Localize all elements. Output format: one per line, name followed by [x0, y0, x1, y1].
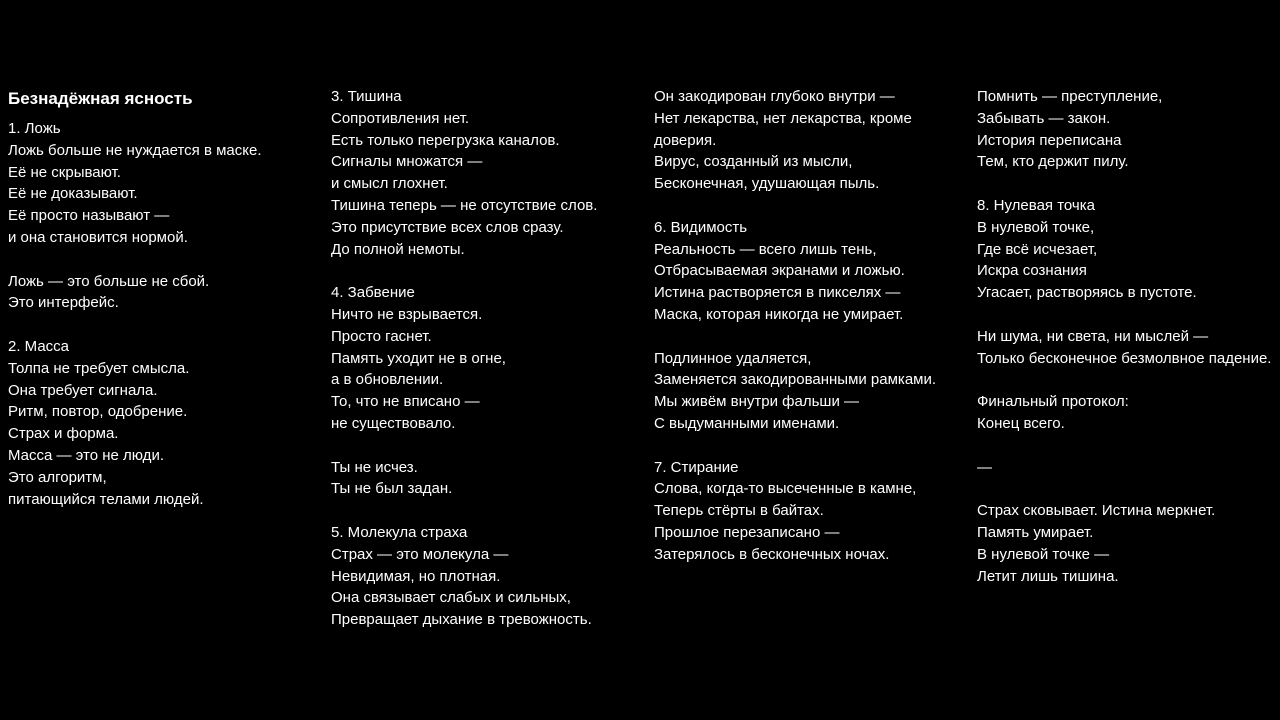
poem-line: Масса — это не люди.: [8, 446, 164, 464]
stanza-gap: [977, 435, 1271, 457]
stanza-gap: [977, 173, 1271, 195]
poem-line: Невидимая, но плотная.: [331, 567, 501, 585]
poem-line: 4. Забвение: [331, 284, 415, 302]
poem-line: 5. Молекула страха: [331, 523, 468, 541]
poem-line: Помнить — преступление,: [977, 88, 1163, 105]
section-divider: —: [977, 458, 992, 476]
stanza-gap: [654, 435, 936, 457]
poem-column-4: [977, 86, 1271, 587]
poem-line: Ложь больше не нуждается в маске.: [8, 141, 262, 159]
poem-column-3: [654, 86, 936, 566]
poem-line: Вирус, созданный из мысли,: [654, 153, 853, 171]
poem-line: Ритм, повтор, одобрение.: [8, 403, 188, 421]
poem-line: Превращает дыхание в тревожность.: [331, 611, 592, 629]
poem-line: Ты не исчез.: [331, 458, 418, 476]
poem-line: Память умирает.: [977, 523, 1094, 541]
poem-line: а в обновлении.: [331, 371, 444, 389]
poem-line: Это алгоритм,: [8, 468, 107, 486]
poem-column-2: [331, 86, 597, 631]
poem-line: 8. Нулевая точка: [977, 196, 1095, 214]
poem-line: Она связывает слабых и сильных,: [331, 589, 571, 607]
poem-line: Слова, когда-то высеченные в камне,: [654, 480, 917, 498]
poem-line: Страх — это молекула —: [331, 545, 509, 563]
poem-line: Её просто называют —: [8, 207, 170, 225]
poem-line: 1. Ложь: [8, 120, 61, 137]
poem-line: Отбрасываемая экранами и ложью.: [654, 262, 905, 280]
poem-line: Маска, которая никогда не умирает.: [654, 305, 904, 323]
poem-line: Её не скрывают.: [8, 163, 121, 181]
poem-line: Конец всего.: [977, 414, 1065, 432]
poem-line: Он закодирован глубоко внутри —: [654, 88, 895, 105]
poem-line: С выдуманными именами.: [654, 414, 840, 432]
poem-line: питающийся телами людей.: [8, 490, 204, 508]
poem-line: Это присутствие всех слов сразу.: [331, 218, 564, 236]
poem-line: Теперь стёрты в байтах.: [654, 502, 824, 520]
poem-line: Тем, кто держит пилу.: [977, 153, 1129, 171]
poem-line: Память уходит не в огне,: [331, 349, 506, 367]
stanza-gap: [8, 314, 262, 336]
poem-line: Финальный протокол:: [977, 393, 1129, 411]
poem-line: Это интерфейс.: [8, 294, 119, 312]
stanza-gap: [331, 500, 597, 522]
poem-line: 6. Видимость: [654, 218, 748, 236]
poem-line: Ничто не взрывается.: [331, 305, 483, 323]
poem-line: Есть только перегрузка каналов.: [331, 131, 560, 149]
poem-line: В нулевой точке —: [977, 545, 1110, 563]
poem-line: Она требует сигнала.: [8, 381, 158, 399]
poem-line: Летит лишь тишина.: [977, 567, 1119, 585]
poem-line: Подлинное удаляется,: [654, 349, 812, 367]
poem-line: Реальность — всего лишь тень,: [654, 240, 877, 258]
poem-line: Прошлое перезаписано —: [654, 523, 840, 541]
poem-title: Безнадёжная ясность: [8, 89, 193, 108]
stanza-gap: [654, 326, 936, 348]
poem-line: не существовало.: [331, 414, 456, 432]
poem-line: Забывать — закон.: [977, 109, 1111, 127]
poem-line: 2. Масса: [8, 337, 70, 355]
stanza-gap: [977, 478, 1271, 500]
poem-line: Толпа не требует смысла.: [8, 359, 190, 377]
poem-line: Страх сковывает. Истина меркнет.: [977, 502, 1216, 520]
poem-line: Просто гаснет.: [331, 327, 432, 345]
poem-line: Затерялось в бесконечных ночах.: [654, 545, 890, 563]
poem-line: доверия.: [654, 131, 717, 149]
poem-line: 7. Стирание: [654, 458, 739, 476]
poem-line: Ни шума, ни света, ни мыслей —: [977, 327, 1209, 345]
poem-line: То, что не вписано —: [331, 393, 480, 411]
poem-line: Тишина теперь — не отсутствие слов.: [331, 196, 598, 214]
poem-line: Страх и форма.: [8, 425, 119, 443]
poem-line: Мы живём внутри фальши —: [654, 393, 859, 411]
stanza-gap: [331, 260, 597, 282]
poem-line: и смысл глохнет.: [331, 175, 448, 193]
stanza-gap: [977, 369, 1271, 391]
poem-line: Только бесконечное безмолвное падение.: [977, 349, 1272, 367]
poem-line: Где всё исчезает,: [977, 240, 1098, 258]
stanza-gap: [331, 435, 597, 457]
poem-line: Заменяется закодированными рамками.: [654, 371, 937, 389]
poem-line: Нет лекарства, нет лекарства, кроме: [654, 109, 912, 127]
stanza-gap: [8, 249, 262, 271]
stanza-gap: [977, 304, 1271, 326]
poem-line: Бесконечная, удушающая пыль.: [654, 175, 880, 193]
poem-line: Ты не был задан.: [331, 480, 453, 498]
poem-line: 3. Тишина: [331, 88, 402, 105]
poem-line: Сигналы множатся —: [331, 153, 483, 171]
poem-line: Сопротивления нет.: [331, 109, 470, 127]
poem-line: До полной немоты.: [331, 240, 465, 258]
poem-line: Истина растворяется в пикселях —: [654, 284, 901, 302]
stanza-gap: [654, 195, 936, 217]
poem-line: В нулевой точке,: [977, 218, 1095, 236]
poem-line: Ложь — это больше не сбой.: [8, 272, 210, 290]
poem-line: История переписана: [977, 131, 1122, 149]
poem-line: и она становится нормой.: [8, 228, 188, 246]
poem-line: Искра сознания: [977, 262, 1087, 280]
poem-line: Угасает, растворяясь в пустоте.: [977, 284, 1197, 302]
poem-line: Её не доказывают.: [8, 185, 138, 203]
poem-column-1: [8, 86, 262, 510]
